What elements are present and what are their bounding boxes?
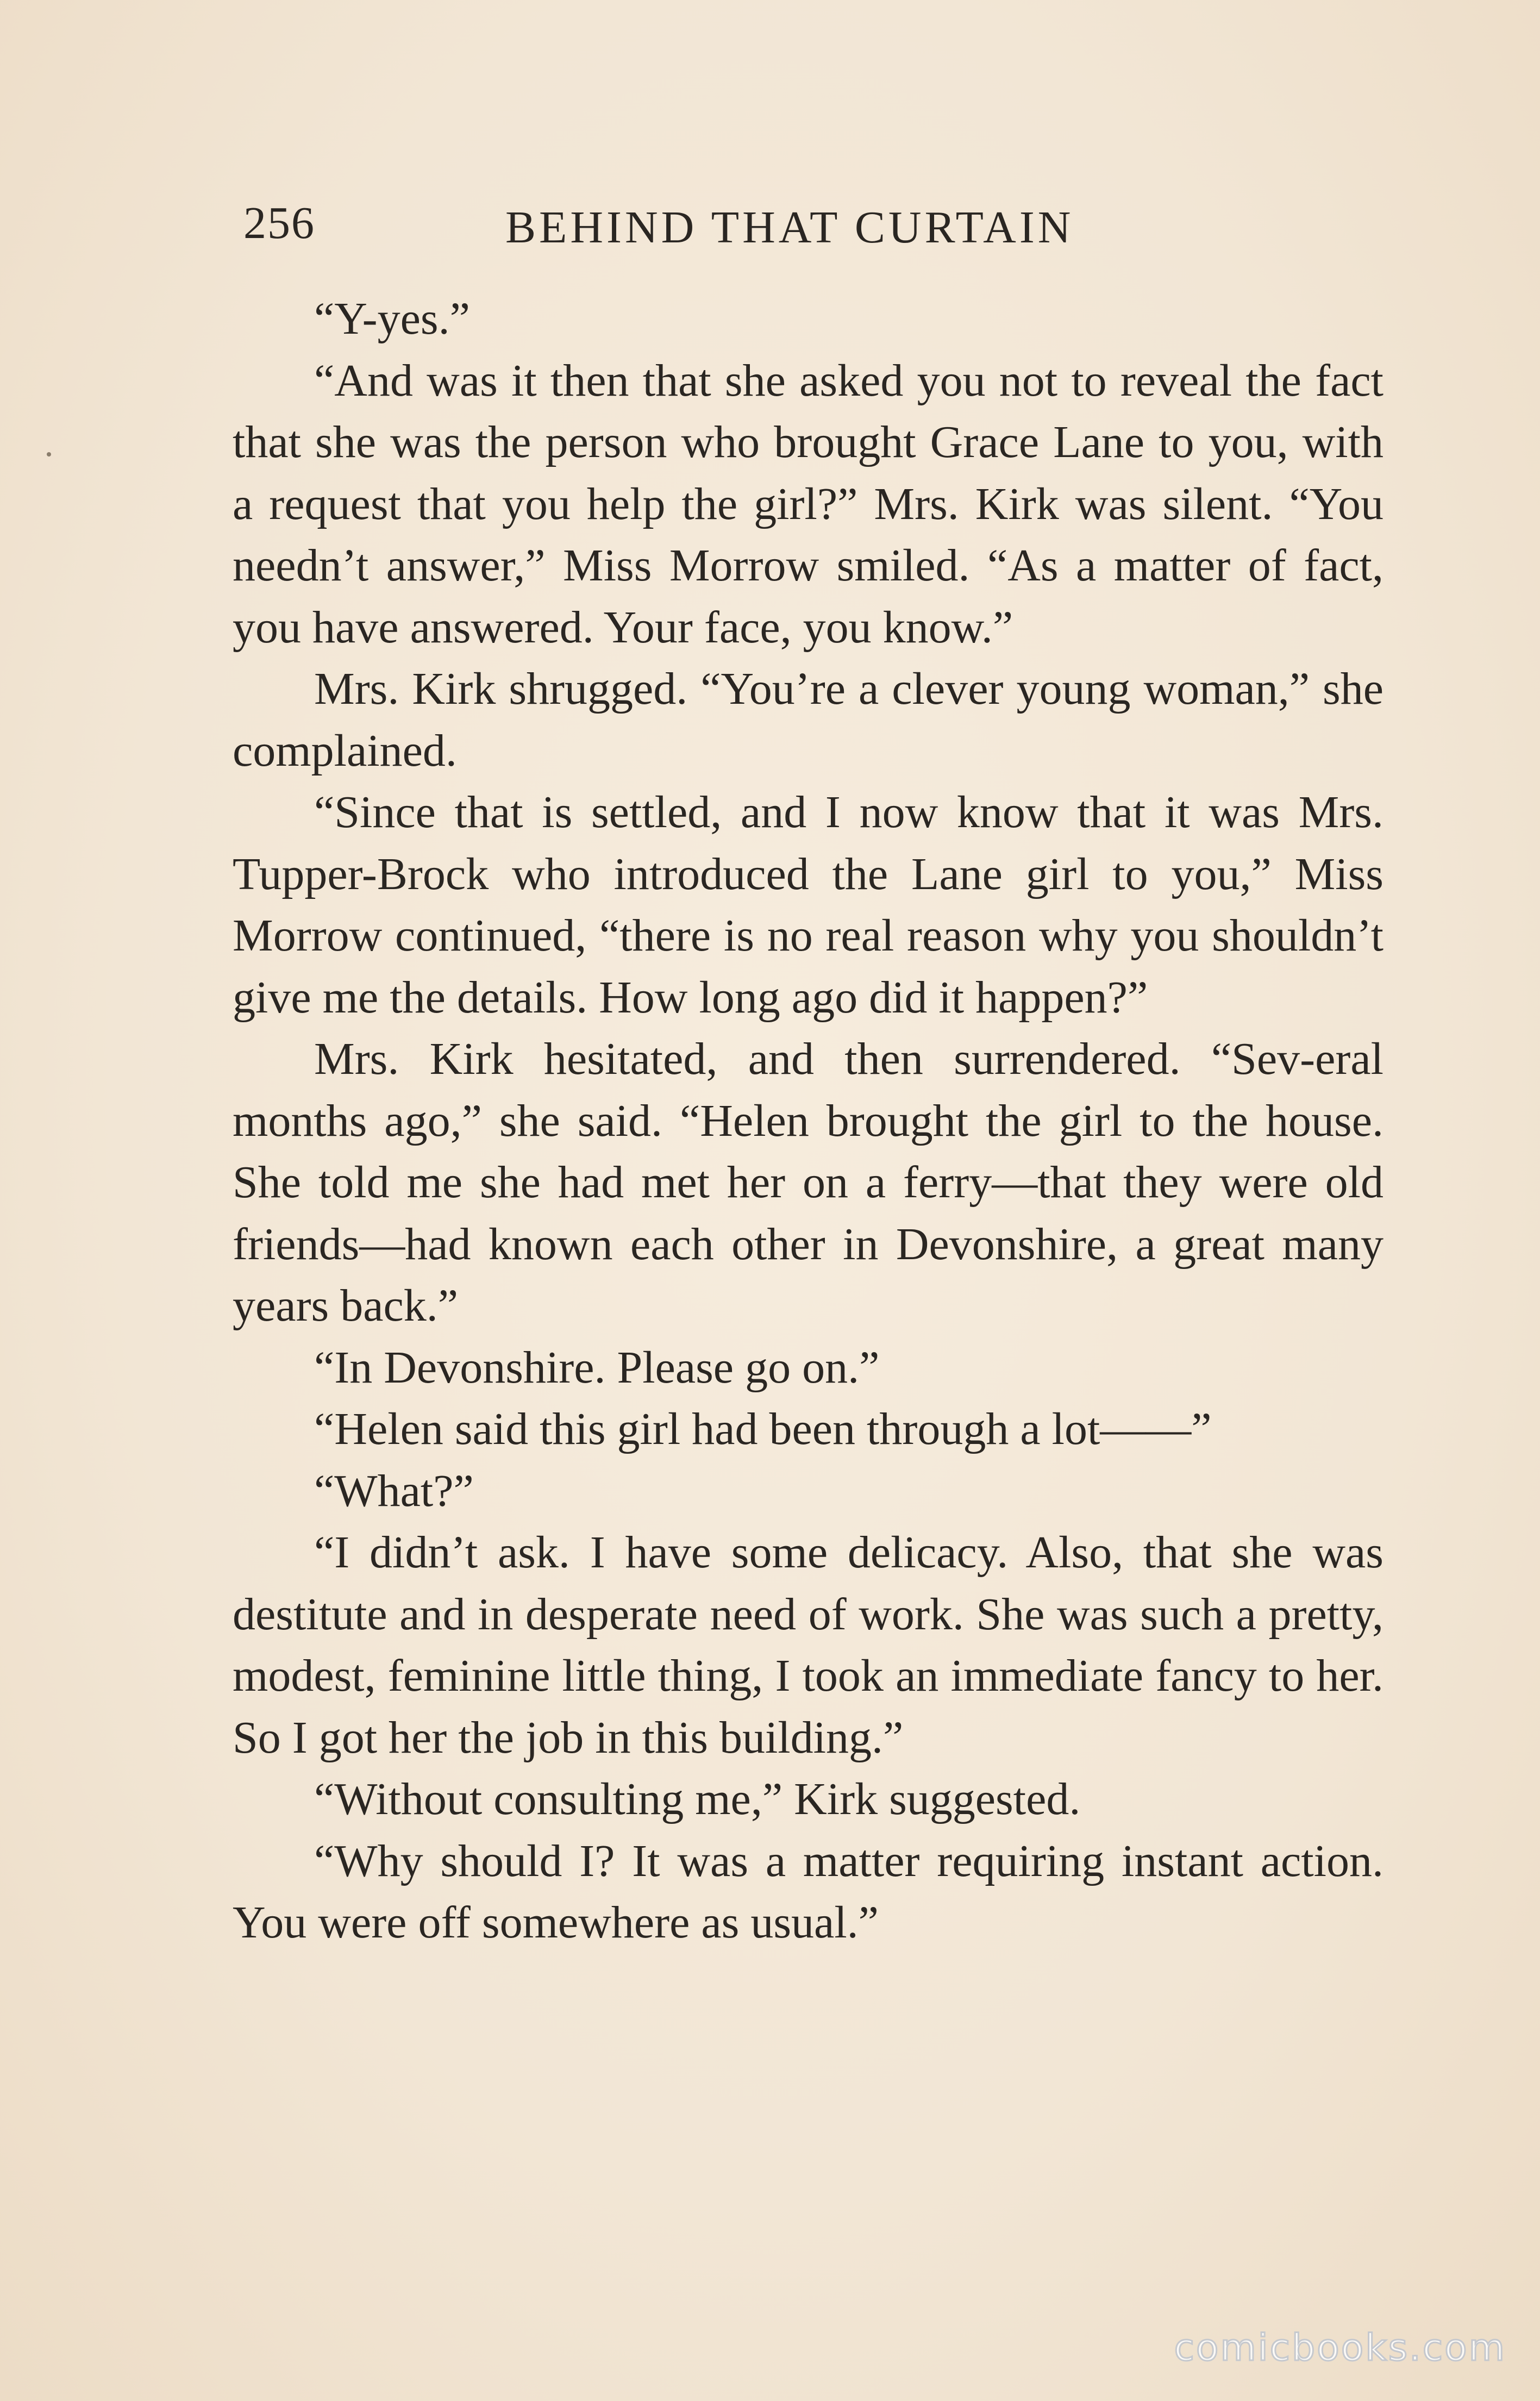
running-head [243,197,1124,262]
paragraph: Mrs. Kirk shrugged. “You’re a clever young woman,” she complained. [233,664,1384,776]
paragraph: “Helen said this girl had been through a lot——” [314,1404,1212,1454]
page-number: 256 [243,198,315,248]
watermark: comicbooks.com [1174,2327,1506,2369]
book-title: BEHIND THAT CURTAIN [505,202,1074,253]
paragraph: “Without consulting me,” Kirk suggested. [314,1774,1081,1824]
body-text [233,288,1384,1954]
paragraph: “Why should I? It was a matter requiring instant action. You were off somewhere as usual.” [233,1835,1384,1948]
paragraph: “What?” [314,1465,474,1516]
paragraph: “Y-yes.” [314,293,470,344]
paragraph: “I didn’t ask. I have some delicacy. Also, that she was destitute and in desperate need of work. She was such a pretty, modest, feminine little thing, I took an immediate fancy to her. So I got her the job in this building.” [233,1527,1384,1763]
paragraph: “Since that is settled, and I now know that it was Mrs. Tupper-Brock who introduced the Lane girl to you,” Miss Morrow continued, “there is no real reason why you shouldn’t give me the details. How long ago did it happen?” [233,787,1384,1023]
paragraph: Mrs. Kirk hesitated, and then surrendered. “Sev-eral months ago,” she said. “Helen brought the girl to the house. She told me she had met her on a ferry—that they were old friends—had known each other in Devonshire, a great many years back.” [233,1034,1384,1331]
paper-speck [47,452,51,457]
paragraph: “And was it then that she asked you not to reveal the fact that she was the person who brought Grace Lane to you, with a request that you help the girl?” Mrs. Kirk was silent. “You needn’t answer,” Miss Morrow smiled. “As a matter of fact, you have answered. Your face, you know.” [233,355,1384,653]
paragraph: “In Devonshire. Please go on.” [314,1342,880,1393]
